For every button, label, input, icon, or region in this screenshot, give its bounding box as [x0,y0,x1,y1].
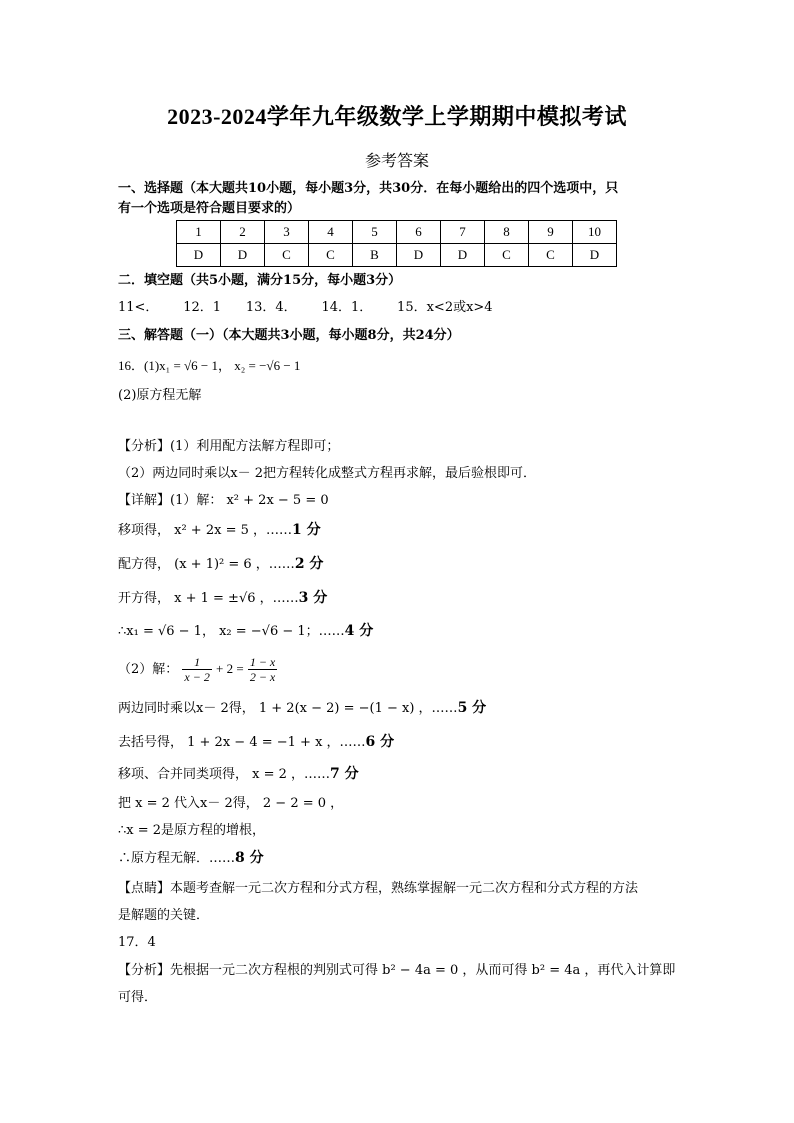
table-cell: 9 [529,221,573,244]
table-cell: D [221,244,265,267]
table-cell: 10 [573,221,617,244]
fraction-numerator: 1 [182,655,211,670]
q17-answer: 17．4 [118,935,156,950]
step-score: 3 分 [298,590,328,606]
fraction-denominator: x − 2 [184,670,210,684]
table-cell: 3 [265,221,309,244]
page-subtitle: 参考答案 [364,151,429,170]
section2-heading: 二．填空题（共5小题，满分15分，每小题3分） [118,273,402,288]
step-text: ∴原方程无解．…… [118,851,236,866]
step-score: 1 分 [292,522,321,538]
table-cell: 6 [397,221,441,244]
fill-blank-answers: 11<． 12．1 13．4． 14．1． 15．x<2或x>4 [118,300,493,315]
q17-analysis-line2: 可得． [118,990,158,1005]
table-cell: D [441,244,485,267]
table-cell: C [529,244,573,267]
table-cell: B [353,244,397,267]
q16-answer-line1: 16．(1)x₁ = √6 − 1， x₂ = −√6 − 1 [118,358,301,373]
part2-prefix: （2）解： [118,662,179,677]
step-text: 移项、合并同类项得， x = 2 ，…… [118,767,331,782]
table-cell: C [485,244,529,267]
step-score: 4 分 [344,623,374,639]
q16-step10 [118,849,264,868]
q16-step4 [118,622,373,641]
table-cell: D [397,244,441,267]
step-score: 2 分 [294,556,324,572]
q16-part2-equation [118,653,277,686]
step-text: 配方得， (x + 1)² = 6 ，…… [118,557,295,572]
step-text: 开方得， x + 1 = ±√6 ，…… [118,591,299,606]
fraction-left [182,655,211,684]
section3-heading: 三、解答题（一）（本大题共3小题，每小题8分，共24分） [118,328,460,343]
q16-step2 [118,555,323,574]
choice-answer-table [176,220,617,267]
q16-step9: ∴x = 2是原方程的增根， [118,823,266,838]
q17-analysis-line1: 【分析】先根据一元二次方程根的判别式可得 b² − 4a = 0 ，从而可得 b² = 4a ，再代入计算即 [118,963,676,978]
step-text: ∴x₁ = √6 − 1， x₂ = −√6 − 1；…… [118,624,345,639]
page-title: 2023-2024学年九年级数学上学期期中模拟考试 [167,104,627,129]
table-cell: 4 [309,221,353,244]
table-cell: 2 [221,221,265,244]
step-score: 5 分 [457,700,487,716]
fraction-right [248,655,277,684]
plus-two: + 2 = [216,661,244,676]
table-cell: 1 [177,221,221,244]
table-cell: 5 [353,221,397,244]
q16-analysis-2: （2）两边同时乘以x－ 2把方程转化成整式方程再求解，最后验根即可． [118,466,537,481]
table-cell: 8 [485,221,529,244]
table-cell: C [309,244,353,267]
fraction-numerator: 1 − x [249,655,276,669]
step-score: 8 分 [235,850,264,866]
table-row-answers [177,244,617,267]
fraction-denominator: 2 − x [249,670,276,684]
step-text: 去括号得， 1 + 2x − 4 = −1 + x ，…… [118,735,366,750]
step-text: 移项得， x² + 2x = 5 ，…… [118,523,292,538]
q16-step5 [118,699,486,718]
q16-step7 [118,765,359,784]
q16-step3 [118,589,327,608]
table-cell: D [177,244,221,267]
q16-step6 [118,733,394,752]
q16-answer-line2: (2)原方程无解 [118,388,202,403]
q16-detail-1: 【详解】(1）解： x² + 2x − 5 = 0 [118,493,329,508]
table-cell: C [265,244,309,267]
table-cell: 7 [441,221,485,244]
section1-heading-line1: 一、选择题（本大题共10小题，每小题3分，共30分．在每小题给出的四个选项中，只 [118,181,619,196]
q16-analysis-1: 【分析】(1）利用配方法解方程即可； [118,439,340,454]
section1-heading-line2: 有一个选项是符合题目要求的） [118,201,301,216]
step-score: 7 分 [330,766,359,782]
q16-step8: 把 x = 2 代入x－ 2得， 2 − 2 = 0 ， [118,796,344,811]
q16-comment-line1: 【点睛】本题考查解一元二次方程和分式方程，熟练掌握解一元二次方程和分式方程的方法 [118,881,639,896]
step-text: 两边同时乘以x－ 2得， 1 + 2(x − 2) = −(1 − x) ，…… [118,701,458,716]
table-cell: D [573,244,617,267]
q16-step1 [118,521,321,540]
step-score: 6 分 [365,734,395,750]
q16-comment-line2: 是解题的关键． [118,908,210,923]
table-row-numbers [177,221,617,244]
